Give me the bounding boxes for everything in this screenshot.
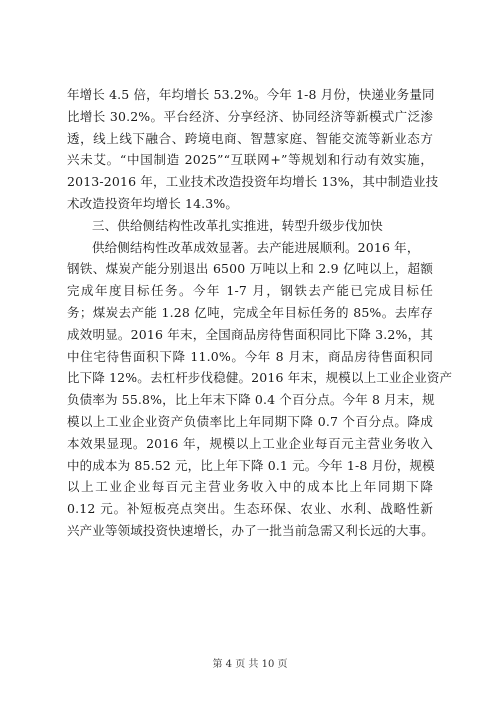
paragraph-2-line: 本效果显现。2016 年，规模以上工业企业每百元主营业务收入	[67, 435, 433, 451]
paragraph-2-line: 供给侧结构性改革成效显著。去产能进展顺利。2016 年，	[92, 239, 420, 255]
paragraph-2-line: 负债率为 55.8%，比上年末下降 0.4 个百分点。今年 8 月末，规	[67, 392, 435, 408]
section-heading: 三、供给侧结构性改革扎实推进，转型升级步伐加快	[92, 217, 383, 233]
paragraph-2-line: 兴产业等领域投资快速增长，办了一批当前急需又利长远的大事。	[67, 522, 434, 538]
paragraph-2-line: 完成年度目标任务。今年 1-7 月，钢铁去产能已完成目标任	[67, 283, 433, 299]
paragraph-1-line: 2013-2016 年，工业技术改造投资年均增长 13%，其中制造业技	[67, 174, 439, 190]
document-body	[67, 84, 453, 542]
paragraph-1-line: 比增长 30.2%。平台经济、分享经济、协同经济等新模式广泛渗	[67, 108, 433, 124]
paragraph-2-line: 中的成本为 85.52 元，比上年下降 0.1 元。今年 1-8 月份，规模	[67, 457, 435, 473]
paragraph-2-line: 比下降 12%。去杠杆步伐稳健。2016 年末，规模以上工业企业资产	[67, 370, 453, 386]
paragraph-1-line: 兴未艾。“中国制造 2025”“互联网+”等规划和行动有效实施，	[67, 152, 433, 168]
page-number-footer: 第 4 页 共 10 页	[212, 659, 288, 670]
paragraph-2-line: 中住宅待售面积下降 11.0%。今年 8 月末，商品房待售面积同	[67, 348, 433, 364]
paragraph-1-line: 透，线上线下融合、跨境电商、智慧家庭、智能交流等新业态方	[67, 130, 433, 146]
paragraph-2-line: 0.12 元。补短板亮点突出。生态环保、农业、水利、战略性新	[67, 501, 433, 517]
paragraph-2-line: 钢铁、煤炭产能分别退出 6500 万吨以上和 2.9 亿吨以上，超额	[67, 261, 433, 277]
paragraph-1-line: 年增长 4.5 倍，年均增长 53.2%。今年 1-8 月份，快递业务量同	[67, 87, 435, 102]
paragraph-2-line: 务；煤炭去产能 1.28 亿吨，完成全年目标任务的 85%。去库存	[67, 304, 433, 320]
paragraph-2-line: 成效明显。2016 年末，全国商品房待售面积同比下降 3.2%，其	[67, 326, 433, 342]
paragraph-1-line: 术改造投资年均增长 14.3%。	[67, 195, 239, 211]
paragraph-2-line: 以上工业企业每百元主营业务收入中的成本比上年同期下降	[67, 479, 433, 495]
paragraph-2-line: 模以上工业企业资产负债率比上年同期下降 0.7 个百分点。降成	[67, 413, 433, 429]
